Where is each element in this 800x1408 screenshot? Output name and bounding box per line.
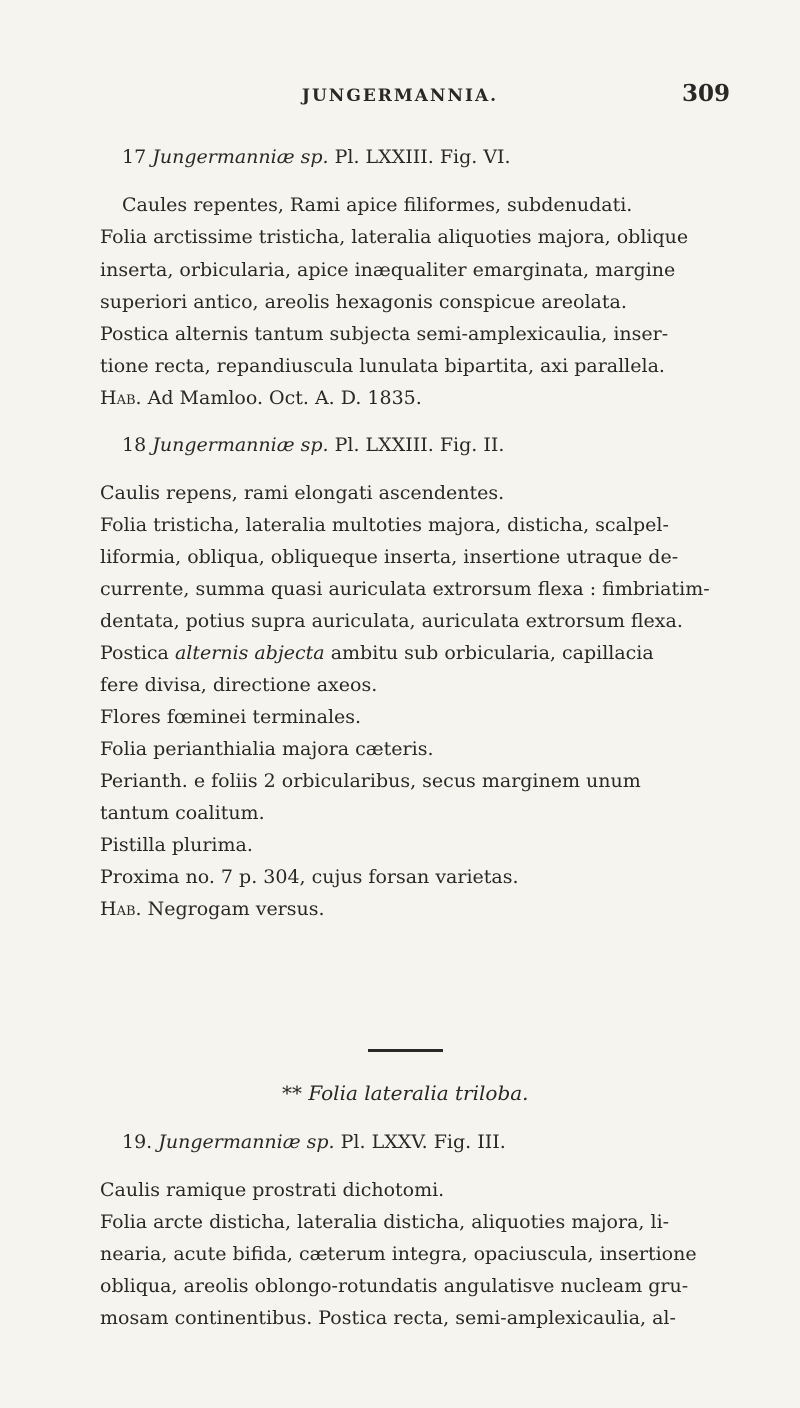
text-line: Postica alternis tantum subjecta semi-amplexicaulia, inser- xyxy=(100,323,669,345)
text-line: Folia arctissime tristicha, lateralia aliquoties majora, oblique xyxy=(100,226,689,248)
section-heading: ** Folia lateralia triloba. xyxy=(282,1081,529,1105)
text-line: mosam continentibus. Postica recta, semi-amplexicaulia, al- xyxy=(100,1307,676,1329)
text-line: obliqua, areolis oblongo-rotundatis angulatisve nucleam gru- xyxy=(100,1275,689,1297)
page-number: 309 xyxy=(682,80,731,107)
section-divider xyxy=(368,1049,443,1052)
habitat-line xyxy=(100,897,325,921)
text-line: nearia, acute bifida, cæterum integra, opaciuscula, insertione xyxy=(100,1243,697,1265)
entry-18-heading xyxy=(122,433,504,457)
entry-genus: Jungermanniæ sp. xyxy=(152,146,329,168)
text-line: Caules repentes, Rami apice filiformes, subdenudati. xyxy=(122,194,633,216)
text-line: Flores fœminei terminales. xyxy=(100,706,362,728)
text-line: Folia perianthialia majora cæteris. xyxy=(100,738,434,760)
entry-number: 19. xyxy=(122,1131,153,1153)
text-line xyxy=(100,641,654,665)
text-line: dentata, potius supra auriculata, auriculata extrorsum flexa. xyxy=(100,610,683,632)
text-line: Perianth. e foliis 2 orbicularibus, secus marginem unum xyxy=(100,770,641,792)
habitat-line xyxy=(100,386,422,410)
text-line: Folia tristicha, lateralia multoties majora, disticha, scalpel- xyxy=(100,514,669,536)
text-line: superiori antico, areolis hexagonis conspicue areolata. xyxy=(100,291,627,313)
habitat-text: Negrogam versus. xyxy=(147,898,325,920)
entry-plate: Pl. LXXIII. Fig. VI. xyxy=(334,146,511,168)
entry-number: 18 xyxy=(122,434,147,456)
running-header: JUNGERMANNIA. xyxy=(301,86,499,106)
entry-genus: Jungermanniæ sp. xyxy=(152,434,329,456)
postica-italic: alternis abjecta xyxy=(174,642,325,664)
habitat-label: Hab. xyxy=(100,898,142,920)
text-line: Proxima no. 7 p. 304, cujus forsan varietas. xyxy=(100,866,519,888)
entry-genus: Jungermanniæ sp. xyxy=(158,1131,335,1153)
entry-19-heading xyxy=(122,1130,506,1154)
entry-plate: Pl. LXXV. Fig. III. xyxy=(340,1131,506,1153)
text-line: liformia, obliqua, obliqueque inserta, insertione utraque de- xyxy=(100,546,679,568)
text-line: Caulis ramique prostrati dichotomi. xyxy=(100,1179,445,1201)
text-line: Folia arcte disticha, lateralia disticha, aliquoties majora, li- xyxy=(100,1211,670,1233)
habitat-text: Ad Mamloo. Oct. A. D. 1835. xyxy=(147,387,422,409)
text-line: currente, summa quasi auriculata extrorsum flexa : fimbriatim- xyxy=(100,578,710,600)
text-line: tantum coalitum. xyxy=(100,802,265,824)
text-line: inserta, orbicularia, apice inæqualiter emarginata, margine xyxy=(100,259,676,281)
text-line: Caulis repens, rami elongati ascendentes. xyxy=(100,482,505,504)
entry-number: 17 xyxy=(122,146,147,168)
postica-start: Postica xyxy=(100,642,169,664)
habitat-label: Hab. xyxy=(100,387,142,409)
text-line: tione recta, repandiuscula lunulata bipartita, axi parallela. xyxy=(100,355,665,377)
postica-end: ambitu sub orbicularia, capillacia xyxy=(330,642,654,664)
entry-17-heading xyxy=(122,145,511,169)
entry-plate: Pl. LXXIII. Fig. II. xyxy=(334,434,505,456)
text-line: Pistilla plurima. xyxy=(100,834,253,856)
text-line: fere divisa, directione axeos. xyxy=(100,674,378,696)
